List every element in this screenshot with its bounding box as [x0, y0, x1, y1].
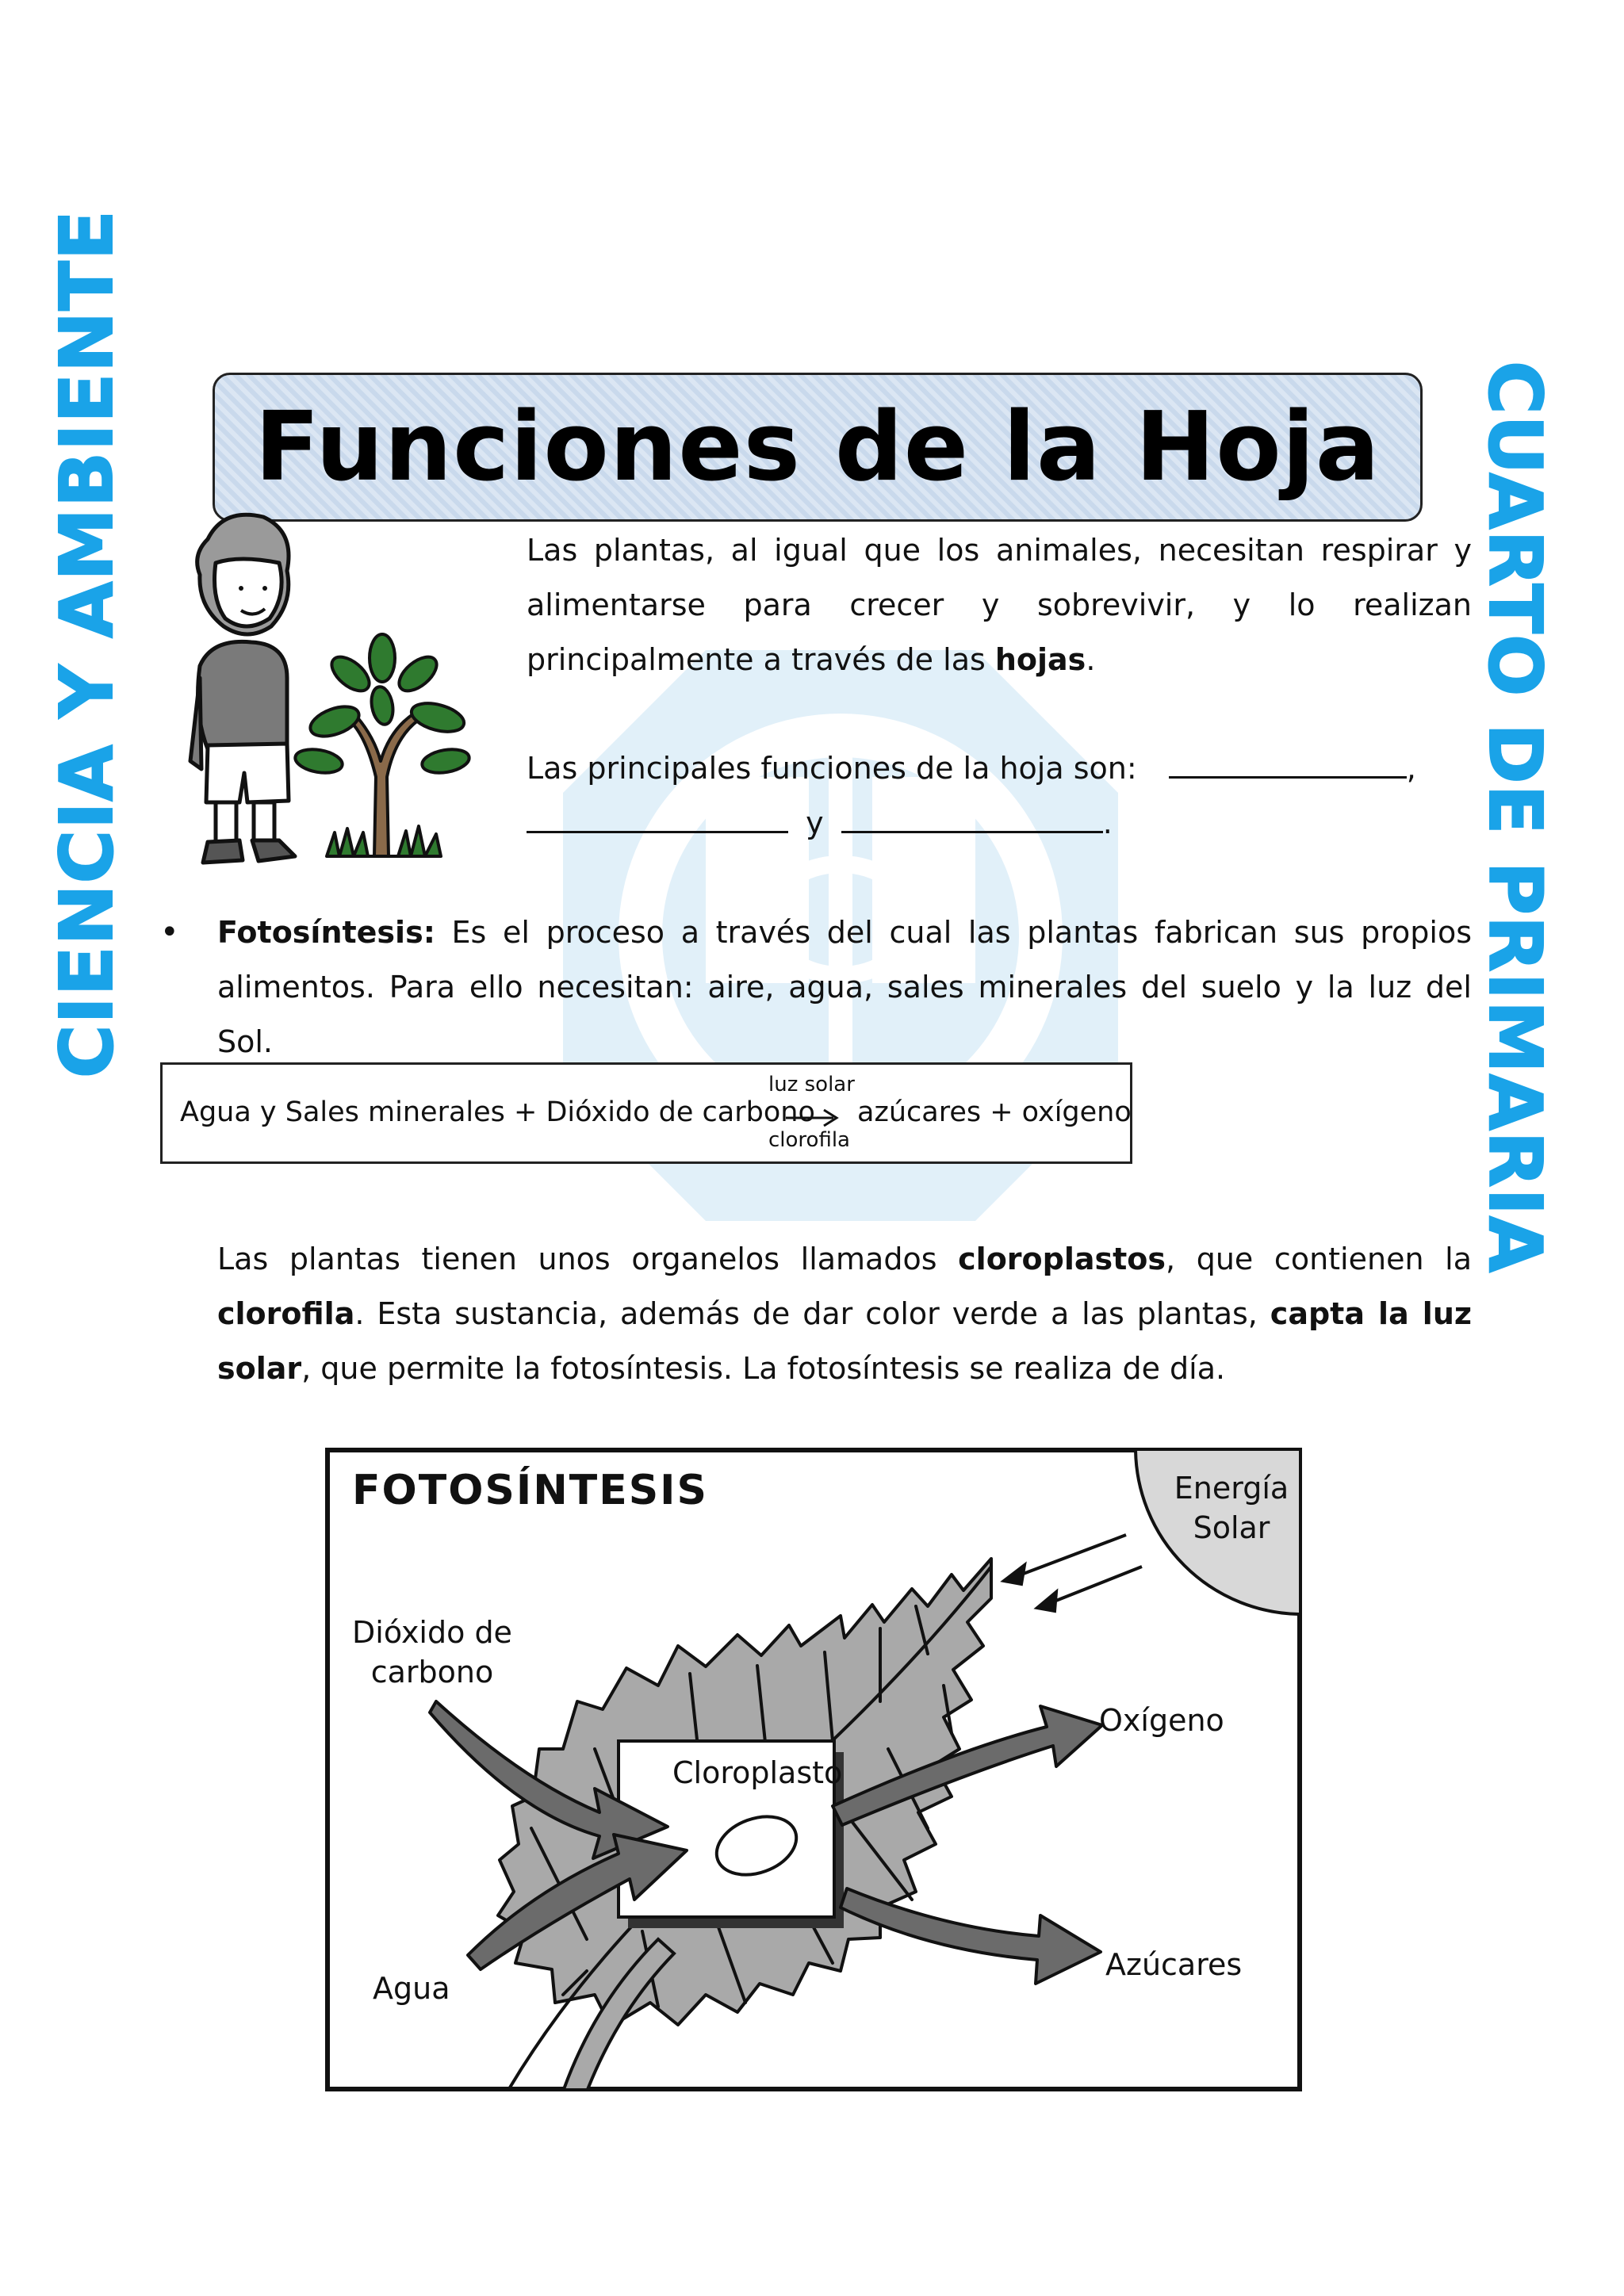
sun-label-line2: Solar — [1193, 1510, 1270, 1545]
sugars-label: Azúcares — [1105, 1947, 1243, 1982]
equation-below-arrow: clorofila — [768, 1128, 850, 1152]
functions-text: Las principales funciones de la hoja son: — [527, 751, 1137, 786]
side-label-left: CIENCIA Y AMBIENTE — [44, 209, 129, 1078]
fotosintesis-term: Fotosíntesis: — [217, 915, 435, 950]
cloroplastos-paragraph — [217, 1232, 1472, 1396]
blank-3[interactable] — [841, 807, 1103, 833]
clorop-bold-3: capta la luz solar — [217, 1296, 1473, 1386]
functions-end: . — [1102, 806, 1113, 840]
functions-comma: , — [1406, 751, 1416, 786]
fotosintesis-text: Es el proceso a través del cual las plantas fabrican sus propios alimentos. Para ello necesitan: aire, agua, sales minerales del suelo y la luz del Sol. — [217, 915, 1472, 1059]
co2-label-line2: carbono — [370, 1655, 494, 1689]
diagram-title: FOTOSÍNTESIS — [352, 1467, 708, 1514]
functions-y: y — [806, 806, 824, 840]
intro-paragraph — [527, 523, 1472, 687]
blank-2[interactable] — [527, 807, 788, 833]
water-label: Agua — [373, 1971, 450, 2006]
clorop-bold-2: clorofila — [217, 1296, 355, 1331]
clorop-text-4: , que permite la fotosíntesis. La fotosíntesis se realiza de día. — [301, 1351, 1226, 1386]
co2-label — [341, 1613, 523, 1692]
blank-1[interactable] — [1169, 752, 1407, 779]
oxygen-label: Oxígeno — [1099, 1703, 1224, 1738]
bullet: • — [160, 914, 179, 951]
equation-right: azúcares + oxígeno — [857, 1096, 1132, 1128]
page-title: Funciones de la Hoja — [255, 392, 1381, 503]
equation-arrow — [784, 1106, 840, 1130]
fotosintesis-paragraph — [217, 905, 1472, 1070]
boy-illustration — [176, 507, 303, 872]
sun-label-line1: Energía — [1174, 1471, 1289, 1506]
clorop-text-2: , que contienen la — [1166, 1242, 1472, 1276]
sun-label — [1162, 1468, 1300, 1548]
title-banner — [213, 373, 1423, 522]
clorop-text-3: . Esta sustancia, además de dar color verde a las plantas, — [354, 1296, 1270, 1331]
equation-above-arrow: luz solar — [768, 1073, 855, 1096]
intro-period: . — [1086, 642, 1096, 677]
intro-text: Las plantas, al igual que los animales, necesitan respirar y alimentarse para crecer y sobrevivir, y lo realizan principalmente a través de las — [527, 533, 1472, 677]
tree-illustration — [287, 618, 477, 864]
side-label-right: CUARTO DE PRIMARIA — [1473, 361, 1557, 1274]
equation-box — [160, 1062, 1132, 1164]
chloroplast-label: Cloroplasto — [672, 1755, 843, 1790]
clorop-bold-1: cloroplastos — [958, 1242, 1166, 1276]
intro-bold-hojas: hojas — [994, 642, 1086, 677]
co2-label-line1: Dióxido de — [352, 1615, 512, 1650]
functions-paragraph — [527, 741, 1472, 851]
equation-left: Agua y Sales minerales + Dióxido de carbono — [180, 1096, 815, 1128]
clorop-text-1: Las plantas tienen unos organelos llamados — [217, 1242, 959, 1276]
